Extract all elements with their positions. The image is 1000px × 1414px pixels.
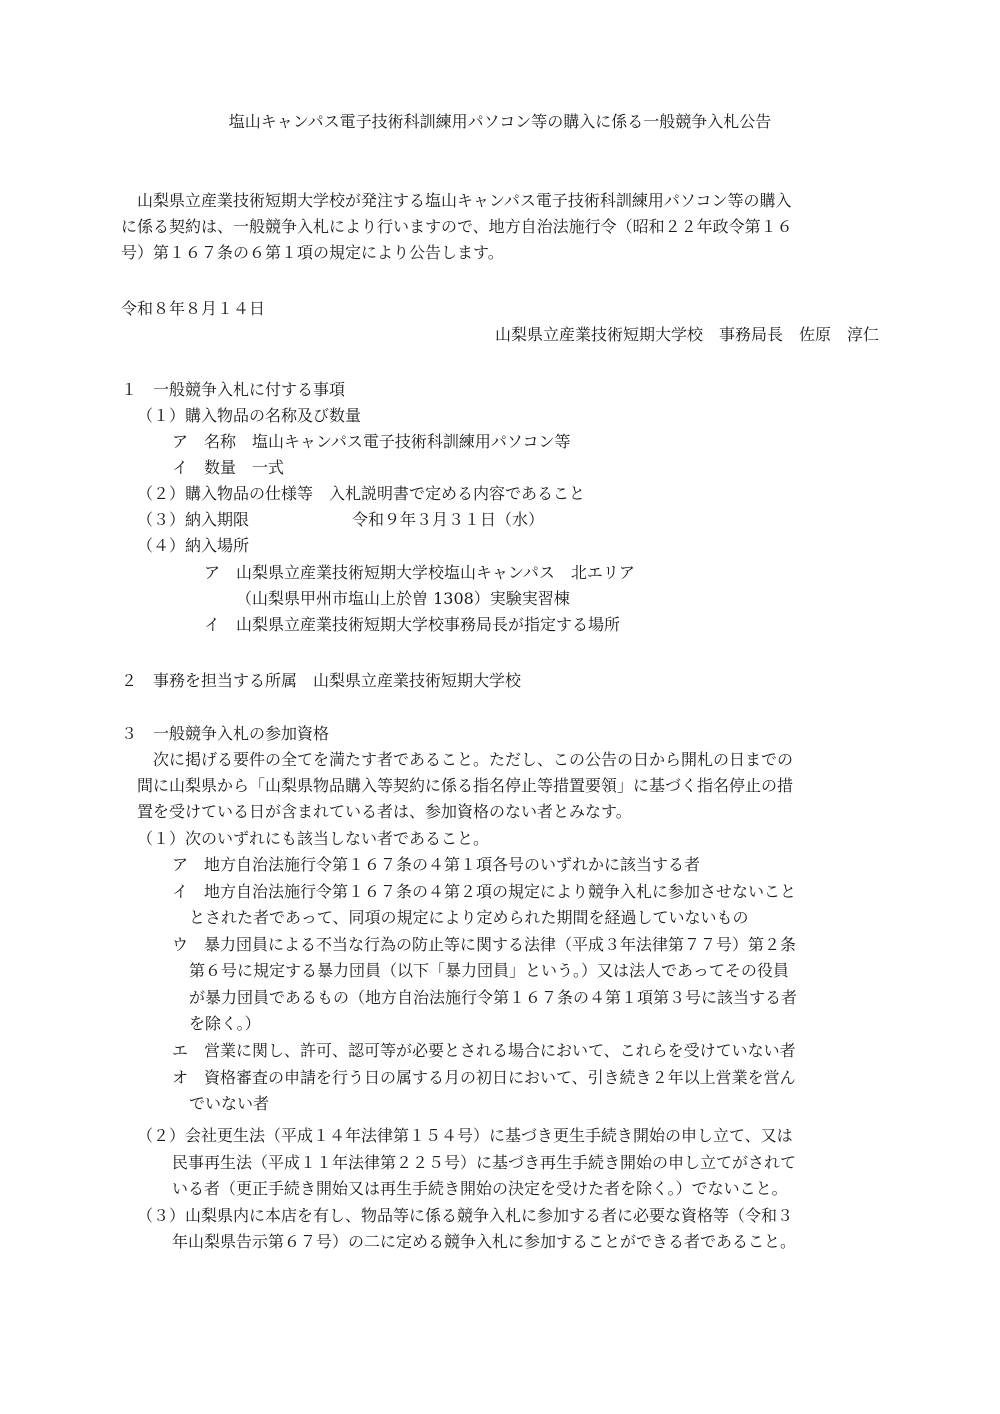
section-item: （３）山梨県内に本店を有し、物品等に係る競争入札に参加する者に必要な資格等（令和３ <box>137 1206 794 1225</box>
section-item-cont: 民事再生法（平成１１年法律第２２５号）に基づき再生手続き開始の申し立てがされて <box>172 1153 797 1172</box>
section-item: （４）納入場所 <box>137 536 250 555</box>
section-subitem: イ 数量 一式 <box>172 458 285 477</box>
section-item: （３）納入期限 <box>137 510 250 529</box>
section-subitem: オ 資格審査の申請を行う日の属する月の初日において、引き続き２年以上営業を営ん <box>172 1068 796 1087</box>
section-subitem: ウ 暴力団員による不当な行為の防止等に関する法律（平成３年法律第７７号）第２条 <box>172 935 797 954</box>
section-subitem-cont: を除く。） <box>189 1014 261 1033</box>
section-subitem: イ 地方自治法施行令第１６７条の４第２項の規定により競争入札に参加させないこと <box>172 882 797 901</box>
section-subitem: （山梨県甲州市塩山上於曽 1308）実験実習棟 <box>236 589 570 608</box>
section-subitem-cont: でいない者 <box>189 1094 270 1113</box>
section-subitem: ア 山梨県立産業技術短期大学校塩山キャンパス 北エリア <box>204 563 635 582</box>
section-item: （２）会社更生法（平成１４年法律第１５４号）に基づき更生手続き開始の申し立て、又は <box>137 1126 793 1145</box>
section-heading: １ 一般競争入札に付する事項 <box>121 380 346 399</box>
section-subitem-cont: が暴力団員であるもの（地方自治法施行令第１６７条の４第１項第３号に該当する者 <box>189 988 798 1007</box>
section-item-cont: 年山梨県告示第６７号）の二に定める競争入札に参加することができる者であること。 <box>172 1232 797 1251</box>
section-paragraph-line: 次に掲げる要件の全てを満たす者であること。ただし、この公告の日から開札の日までの <box>153 750 794 769</box>
section-heading: ３ 一般競争入札の参加資格 <box>121 724 330 743</box>
section-item: （１）次のいずれにも該当しない者であること。 <box>137 829 490 848</box>
notice-date: 令和８年８月１４日 <box>121 299 266 318</box>
section-heading: ２ 事務を担当する所属 山梨県立産業技術短期大学校 <box>121 671 522 690</box>
intro-line: に係る契約は、一般競争入札により行いますので、地方自治法施行令（昭和２２年政令第１６ <box>121 217 793 236</box>
signatory: 山梨県立産業技術短期大学校 事務局長 佐原 淳仁 <box>494 325 879 344</box>
delivery-deadline: 令和９年３月３１日（水） <box>352 510 545 529</box>
section-item: （２）購入物品の仕様等 入札説明書で定める内容であること <box>137 484 586 503</box>
section-subitem-cont: 第６号に規定する暴力団員（以下「暴力団員」という。）又は法人であってその役員 <box>189 961 789 980</box>
section-subitem: ア 名称 塩山キャンパス電子技術科訓練用パソコン等 <box>172 432 571 451</box>
section-item: （１）購入物品の名称及び数量 <box>137 406 362 425</box>
intro-line: 山梨県立産業技術短期大学校が発注する塩山キャンパス電子技術科訓練用パソコン等の購入 <box>137 191 792 210</box>
document-title: 塩山キャンパス電子技術科訓練用パソコン等の購入に係る一般競争入札公告 <box>228 112 772 131</box>
section-subitem: イ 山梨県立産業技術短期大学校事務局長が指定する場所 <box>204 615 621 634</box>
section-item-cont: いる者（更正手続き開始又は再生手続き開始の決定を受けた者を除く。）でないこと。 <box>172 1179 788 1198</box>
section-paragraph-line: 置を受けている日が含まれている者は、参加資格のない者とみなす。 <box>137 802 632 821</box>
section-paragraph-line: 間に山梨県から「山梨県物品購入等契約に係る指名停止等措置要領」に基づく指名停止の措 <box>137 776 794 795</box>
section-subitem: ア 地方自治法施行令第１６７条の４第１項各号のいずれかに該当する者 <box>172 855 701 874</box>
intro-line: 号）第１６７条の６第１項の規定により公告します。 <box>121 243 504 262</box>
section-subitem-cont: とされた者であって、同項の規定により定められた期間を経過していないもの <box>189 908 749 927</box>
section-subitem: エ 営業に関し、許可、認可等が必要とされる場合において、これらを受けていない者 <box>172 1041 796 1060</box>
